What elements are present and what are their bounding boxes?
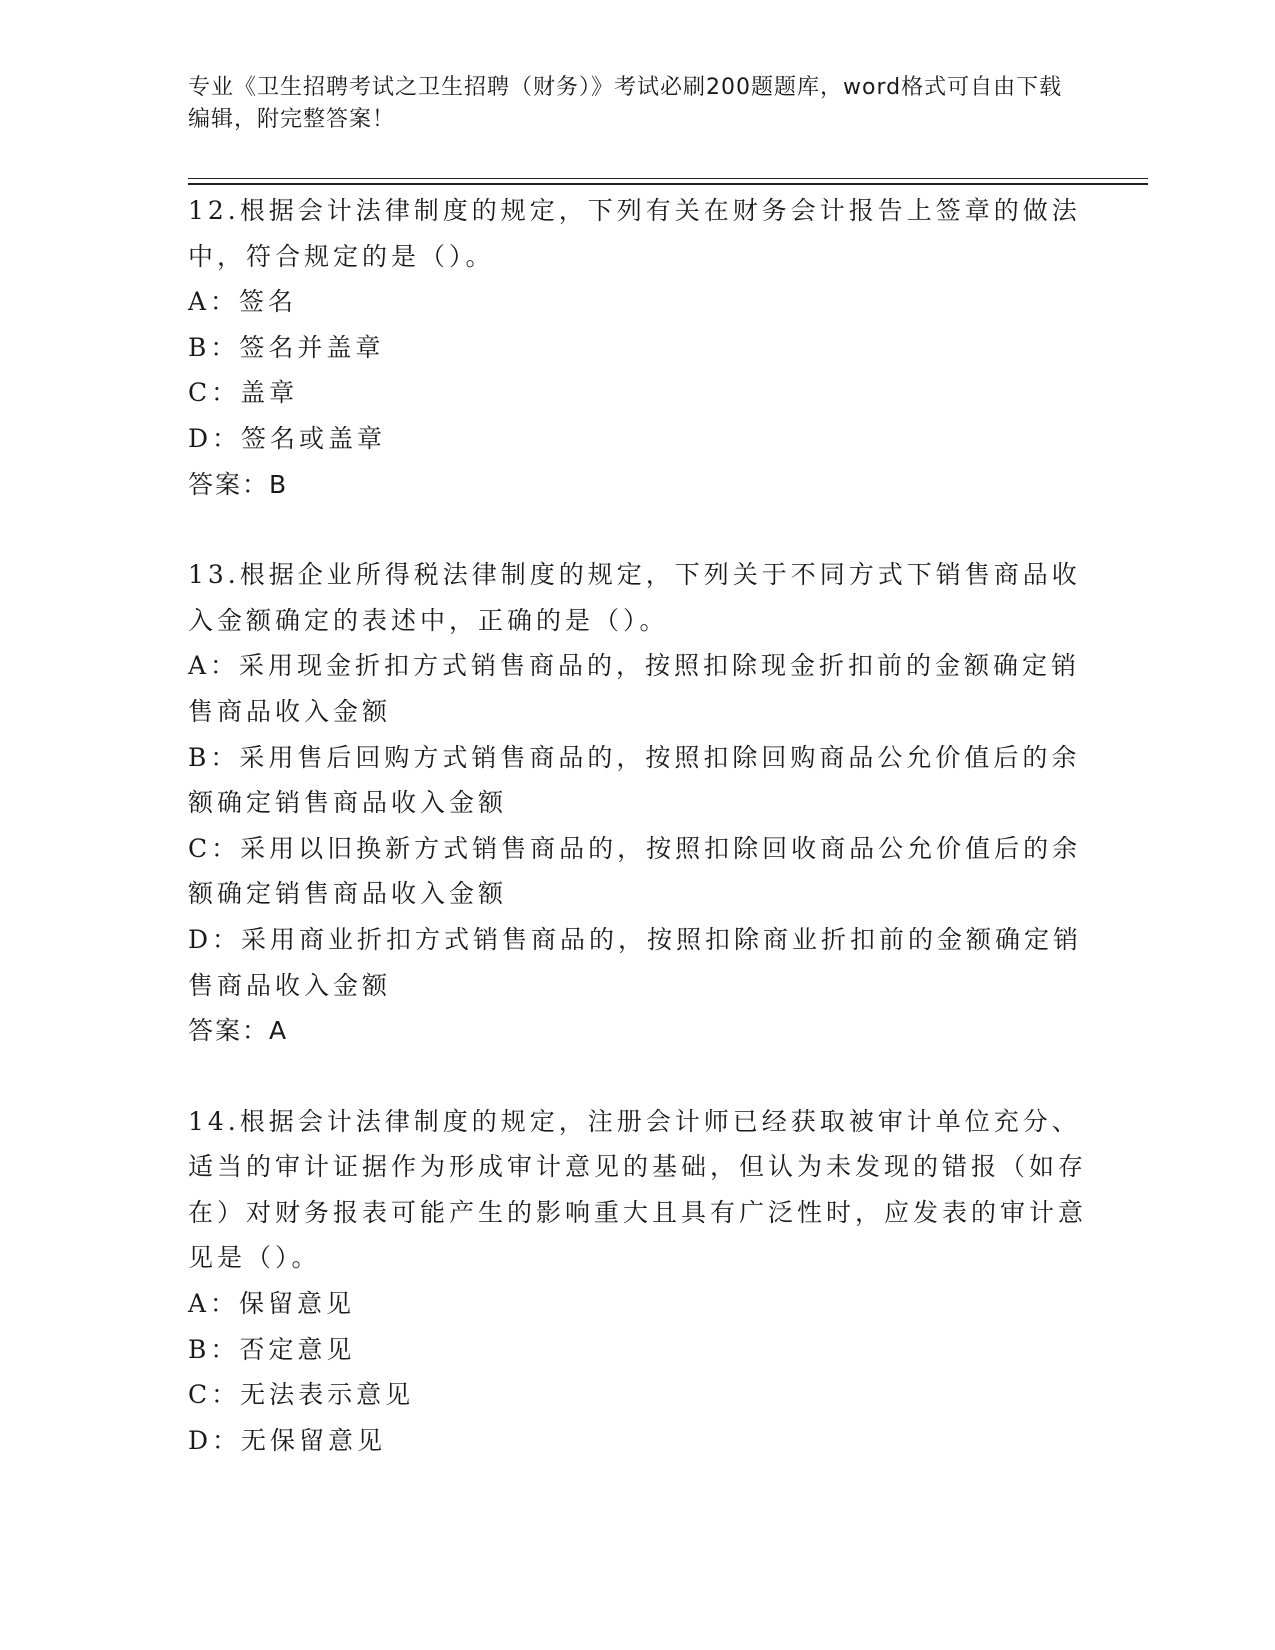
option-c: C：采用以旧换新方式销售商品的，按照扣除回收商品公允价值后的余额确定销售商品收入金额: [188, 833, 1082, 909]
option-a: A：采用现金折扣方式销售商品的，按照扣除现金折扣前的金额确定销售商品收入金额: [188, 651, 1081, 726]
question-spacer: [188, 507, 1088, 552]
header-divider-thick: [188, 183, 1148, 185]
question-stem: 13.根据企业所得税法律制度的规定，下列关于不同方式下销售商品收入金额确定的表述中，正确的是（）。: [188, 560, 1081, 635]
answer-line: 答案：B: [188, 469, 289, 499]
option-d: D：无保留意见: [188, 1425, 387, 1455]
header-divider-thin: [188, 178, 1148, 179]
option-c: C：无法表示意见: [188, 1380, 415, 1410]
option-c: C：盖章: [188, 378, 299, 408]
question-14: [188, 1099, 1088, 1464]
option-a: A：签名: [188, 287, 298, 317]
document-header: 专业《卫生招聘考试之卫生招聘（财务）》考试必刷200题题库，word格式可自由下载编辑，附完整答案！: [188, 75, 1063, 132]
question-spacer: [188, 1054, 1088, 1099]
answer-line: 答案：A: [188, 1016, 289, 1046]
question-stem: 12.根据会计法律制度的规定，下列有关在财务会计报告上签章的做法中，符合规定的是（）。: [188, 196, 1081, 271]
question-12: [188, 188, 1088, 507]
question-13: [188, 552, 1088, 1054]
option-b: B：采用售后回购方式销售商品的，按照扣除回购商品公允价值后的余额确定销售商品收入金额: [188, 742, 1081, 818]
option-d: D：签名或盖章: [188, 423, 387, 453]
option-d: D：采用商业折扣方式销售商品的，按照扣除商业折扣前的金额确定销售商品收入金额: [188, 924, 1083, 1000]
question-list: [188, 188, 1088, 1463]
option-b: B：签名并盖章: [188, 332, 385, 362]
question-stem: 14.根据会计法律制度的规定，注册会计师已经获取被审计单位充分、适当的审计证据作为形成审计意见的基础，但认为未发现的错报（如存在）对财务报表可能产生的影响重大且具有广泛性时，应发表的审计意见是（）。: [188, 1106, 1088, 1273]
option-b: B：否定意见: [188, 1334, 356, 1364]
option-a: A：保留意见: [188, 1289, 356, 1319]
